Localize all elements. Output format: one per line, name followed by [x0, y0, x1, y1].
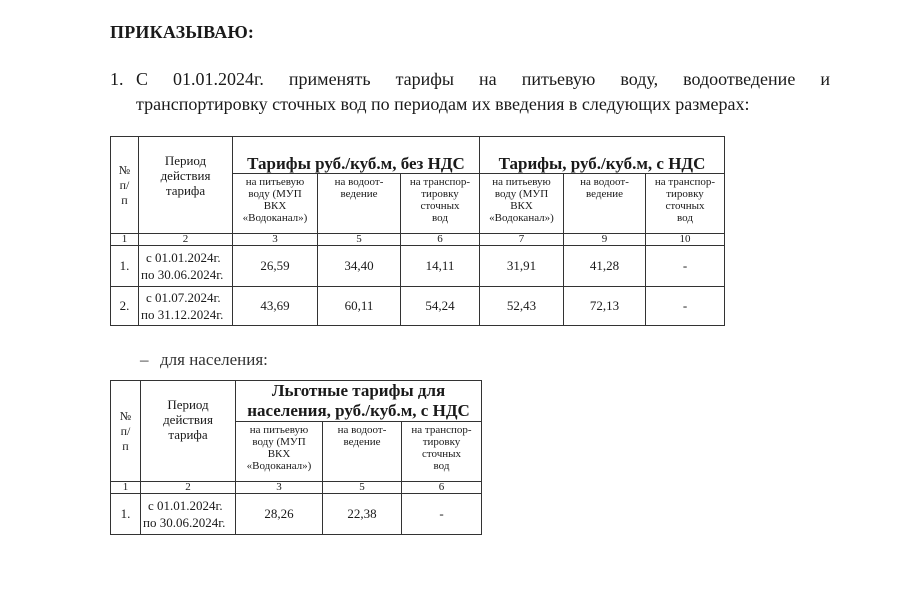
population-tariff-table [110, 380, 482, 535]
header-text: населения, руб./куб.м, с НДС [247, 401, 470, 420]
header-row-number [111, 137, 139, 234]
column-number: 7 [480, 234, 564, 246]
cell-drain-vat: 72,13 [564, 287, 646, 326]
period-from: с 01.07.2024г. [146, 290, 221, 305]
cell-water-vat: 28,26 [236, 494, 323, 535]
cell-water-vat: 52,43 [480, 287, 564, 326]
header-text: вод [677, 212, 693, 224]
header-text: п/ [119, 177, 130, 192]
header-drain-vat [323, 422, 402, 482]
column-number: 5 [323, 482, 402, 494]
column-number: 3 [236, 482, 323, 494]
header-text: ВКХ [263, 200, 287, 212]
header-transport-vat [402, 422, 482, 482]
header-text: ВКХ [510, 200, 533, 212]
column-number-row [111, 234, 725, 246]
word: С [136, 69, 149, 89]
header-text: п [122, 438, 129, 453]
period-from: с 01.01.2024г. [148, 498, 223, 513]
paragraph-line-1 [136, 67, 830, 92]
header-text: ведение [585, 188, 623, 200]
period-from: с 01.01.2024г. [146, 250, 221, 265]
column-number: 2 [139, 234, 233, 246]
cell-transport-no-vat: 54,24 [401, 287, 480, 326]
header-text: действия [160, 168, 211, 183]
header-text: вод [432, 212, 448, 224]
cell-water-no-vat: 26,59 [233, 246, 318, 287]
population-subheading [140, 350, 268, 370]
header-text: действия [163, 412, 213, 427]
header-text: ведение [343, 436, 381, 448]
cell-transport-no-vat: 14,11 [401, 246, 480, 287]
word: 01.01.2024г. [173, 69, 264, 89]
header-row-number [111, 381, 141, 482]
cell-drain-no-vat: 60,11 [318, 287, 401, 326]
header-text: тировку [422, 436, 461, 448]
header-period [139, 137, 233, 234]
header-group-no-vat: Тарифы руб./куб.м, без НДС [233, 137, 480, 174]
period-cell [141, 494, 236, 535]
population-subheading-text: для населения: [160, 350, 268, 369]
row-number: 1. [111, 246, 139, 287]
header-transport-no-vat [401, 174, 480, 234]
header-text: на питьевую [492, 176, 551, 188]
header-text: п [121, 192, 128, 207]
word: питьевую [521, 69, 596, 89]
header-group-vat: Тарифы, руб./куб.м, с НДС [480, 137, 725, 174]
header-water-vat [480, 174, 564, 234]
cell-transport-vat: - [646, 287, 725, 326]
column-number: 1 [111, 234, 139, 246]
cell-drain-vat: 22,38 [323, 494, 402, 535]
column-number: 5 [318, 234, 401, 246]
word: воду, [620, 69, 659, 89]
header-text: ВКХ [267, 448, 291, 460]
table-row [111, 246, 725, 287]
header-water-no-vat [233, 174, 318, 234]
header-text: на транспор- [409, 176, 471, 188]
header-text: ведение [340, 188, 378, 200]
dash-bullet: – [140, 350, 149, 369]
row-number: 2. [111, 287, 139, 326]
tariff-table [110, 136, 725, 326]
column-number: 3 [233, 234, 318, 246]
column-number: 2 [141, 482, 236, 494]
header-text: тарифа [165, 183, 206, 198]
header-text: «Водоканал») [246, 460, 312, 472]
column-number: 1 [111, 482, 141, 494]
header-text: «Водоканал») [489, 212, 554, 224]
header-text: на питьевую [249, 424, 309, 436]
header-text: на водоот- [337, 424, 387, 436]
header-text: на питьевую [245, 176, 305, 188]
header-text: вод [433, 460, 450, 472]
paragraph-number: 1. [110, 69, 124, 89]
header-text: № [119, 408, 132, 423]
header-text: тировку [666, 188, 704, 200]
row-number: 1. [111, 494, 141, 535]
header-drain-no-vat [318, 174, 401, 234]
header-text: на транспор- [411, 424, 472, 436]
header-text: сточных [421, 448, 462, 460]
header-text: «Водоканал») [242, 212, 308, 224]
cell-water-no-vat: 43,69 [233, 287, 318, 326]
header-text: воду (МУП [494, 188, 549, 200]
header-text: на транспор- [654, 176, 716, 188]
cell-drain-vat: 41,28 [564, 246, 646, 287]
header-text: № [118, 162, 131, 177]
cell-transport-vat: - [646, 246, 725, 287]
header-drain-vat [564, 174, 646, 234]
word: и [820, 69, 830, 89]
paragraph-line-2: транспортировку сточных вод по периодам их введения в следующих размерах: [136, 94, 750, 114]
column-number: 6 [401, 234, 480, 246]
order-heading: ПРИКАЗЫВАЮ: [110, 22, 255, 42]
word: применять [288, 69, 371, 89]
header-text: п/ [120, 423, 131, 438]
header-text: Период [167, 397, 209, 412]
header-text: сточных [665, 200, 705, 212]
period-cell [139, 287, 233, 326]
header-text: сточных [420, 200, 460, 212]
header-transport-vat [646, 174, 725, 234]
cell-transport-vat: - [402, 494, 482, 535]
word: на [479, 69, 497, 89]
header-text: воду (МУП [248, 188, 302, 200]
header-text: Льготные тарифы для [271, 381, 446, 400]
word: тарифы [395, 69, 455, 89]
header-text: тировку [421, 188, 459, 200]
header-text: на водоот- [580, 176, 629, 188]
column-number-row [111, 482, 482, 494]
table-row [111, 287, 725, 326]
header-group-population [236, 381, 482, 422]
header-water-vat [236, 422, 323, 482]
column-number: 6 [402, 482, 482, 494]
header-text: тарифа [168, 427, 208, 442]
word: водоотведение [683, 69, 796, 89]
period-cell [139, 246, 233, 287]
column-number: 10 [646, 234, 725, 246]
column-number: 9 [564, 234, 646, 246]
cell-water-vat: 31,91 [480, 246, 564, 287]
header-text: Период [164, 153, 207, 168]
cell-drain-no-vat: 34,40 [318, 246, 401, 287]
header-text: воду (МУП [252, 436, 306, 448]
header-period [141, 381, 236, 482]
header-text: на водоот- [334, 176, 384, 188]
table-row [111, 494, 482, 535]
period-to: по 31.12.2024г. [141, 307, 224, 322]
period-to: по 30.06.2024г. [143, 515, 226, 530]
period-to: по 30.06.2024г. [141, 267, 224, 282]
